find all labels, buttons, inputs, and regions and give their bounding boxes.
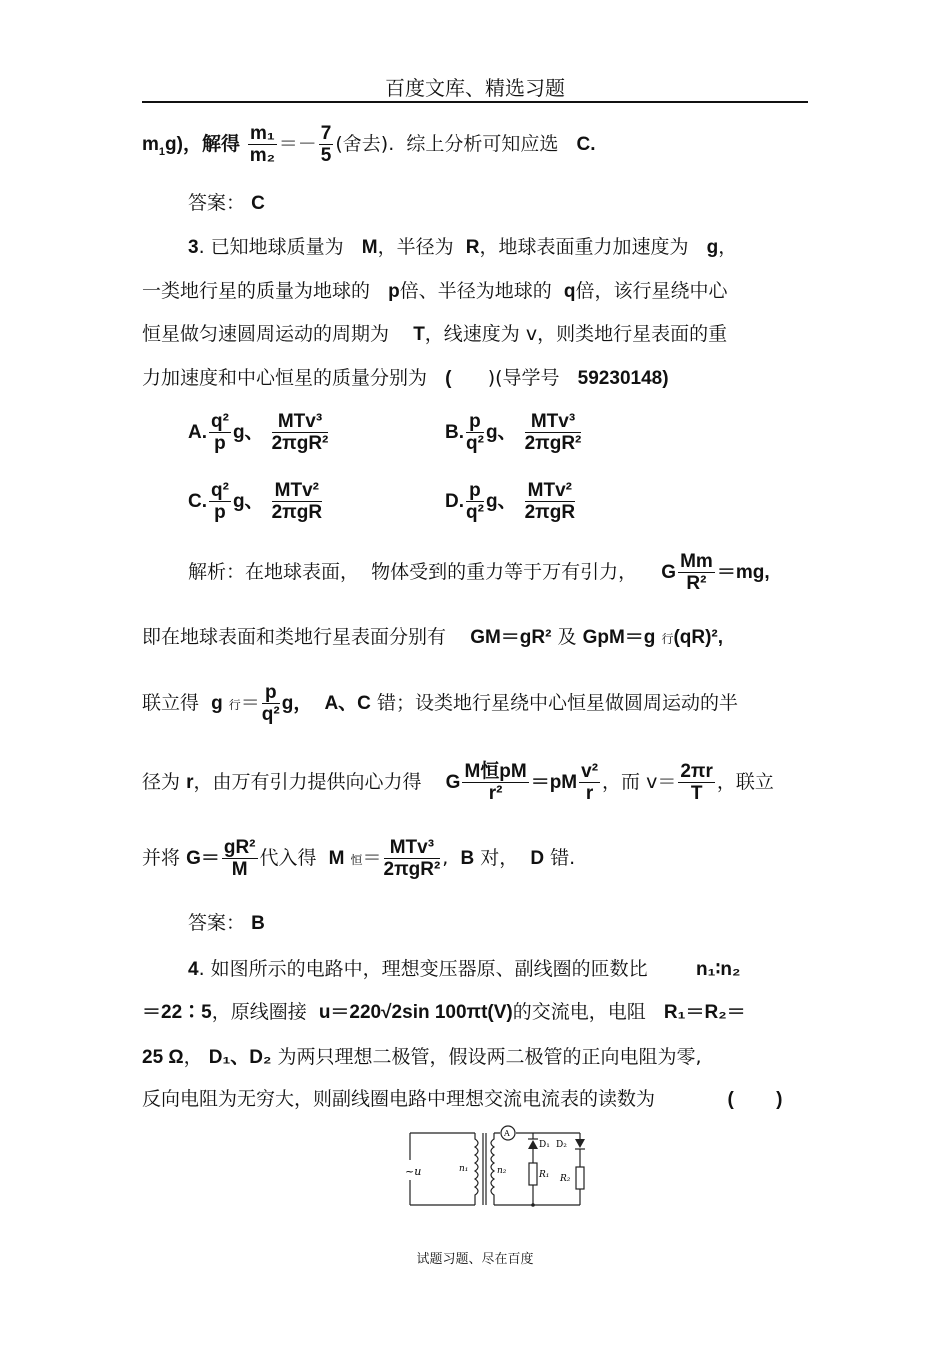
fraction: $\frac{\text{m₁}}{\text{m₂}}$ — [249, 123, 276, 166]
option-b[interactable]: B. $\frac{p}{\text{q²}}$ g、 $\frac{\text{MTv³}}{\text{2πgR²}}$ — [445, 411, 582, 454]
page-footer: 试题习题、尽在百度 — [416, 1252, 534, 1267]
q3-solution-line-3: 联立得 g 行＝ $\frac{p}{\text{q²}}$ g， A、C 错；设类地行星绕中心恒星做圆周运动的半 — [142, 682, 738, 725]
n1-label: n₁ — [459, 1164, 469, 1174]
q3-stem-line-4: 力加速度和中心恒星的质量分别为 ( )(导学号 59230148) — [142, 367, 669, 389]
prev-answer: 答案： C — [188, 192, 265, 214]
option-c[interactable]: C. $\frac{\text{q²}}{p}$ g、 $\frac{\text{MTv²}}{\text{2πgR}}$ — [188, 480, 323, 523]
q4-stem-line-4: 反向电阻为无穷大，则副线圈电路中理想交流电流表的读数为 ( ) — [142, 1088, 783, 1110]
q3-solution-line-1: 解析：在地球表面， 物体受到的重力等于万有引力， G $\frac{Mm}{\text{R²}}$ ＝mg, — [188, 551, 770, 594]
header-rule — [142, 101, 808, 103]
source-label: ~u — [405, 1165, 422, 1178]
n2-label: n₂ — [497, 1166, 507, 1176]
d2-label: D₂ — [556, 1140, 567, 1150]
fraction: $\frac{7}{5}$ — [320, 123, 332, 166]
r2-label: R₂ — [560, 1174, 571, 1184]
q3-answer: 答案： B — [188, 912, 265, 934]
ammeter-label: A — [504, 1129, 510, 1138]
q4-stem-line-1: 4. 如图所示的电路中，理想变压器原、副线圈的匝数比 n₁∶n₂ — [188, 958, 741, 980]
q3-solution-line-5: 并将 G＝ $\frac{\text{gR²}}{M}$ 代入得 M 恒＝ $\frac{\text{MTv³}}{\text{2πgR²}}$ , B 对， D 错. — [142, 837, 576, 880]
option-d[interactable]: D. $\frac{p}{\text{q²}}$ g、 $\frac{\text{MTv²}}{\text{2πgR}}$ — [445, 480, 576, 523]
q3-solution-line-2: 即在地球表面和类地行星表面分别有 GM＝gR² 及 GpM＝g 行(qR)², — [142, 626, 724, 648]
q4-stem-line-3: 25 Ω， D₁、D₂ 为两只理想二极管，假设两二极管的正向电阻为零, — [142, 1046, 702, 1068]
q3-stem-line-2: 一类地行星的质量为地球的 p倍、半径为地球的 q倍，该行星绕中心 — [142, 280, 728, 302]
q3-stem-line-1: 3. 已知地球质量为 M，半径为 R，地球表面重力加速度为 g， — [188, 236, 738, 258]
d1-label: D₁ — [539, 1140, 550, 1150]
prev-solution-line: $m_1g$)，解得 $\frac{\text{m₁}}{\text{m₂}}$ ＝－ $\frac{7}{5}$ (舍去). 综上分析可知应选 C. — [142, 123, 596, 166]
page-header: 百度文库、精选习题 — [385, 76, 565, 100]
q3-stem-line-3: 恒星做匀速圆周运动的周期为 T，线速度为 v，则类地行星表面的重 — [142, 323, 728, 345]
q3-solution-line-4: 径为 r，由万有引力提供向心力得 G $\frac{\text{M恒pM}}{\text{r²}}$ ＝pM $\frac{\text{v²}}{r}$ ，而 v＝ $\frac{2\pi r}{T}$ ，联立 — [142, 761, 774, 804]
q4-stem-line-2: ＝22∶5，原线圈接 u＝220√2sin 100πt(V)的交流电，电阻 R₁＝R₂＝ — [142, 1001, 746, 1023]
option-a[interactable]: A. $\frac{\text{q²}}{p}$ g、 $\frac{\text{MTv³}}{\text{2πgR²}}$ — [188, 411, 329, 454]
circuit-diagram — [405, 1125, 615, 1215]
r1-label: R₁ — [539, 1170, 550, 1180]
